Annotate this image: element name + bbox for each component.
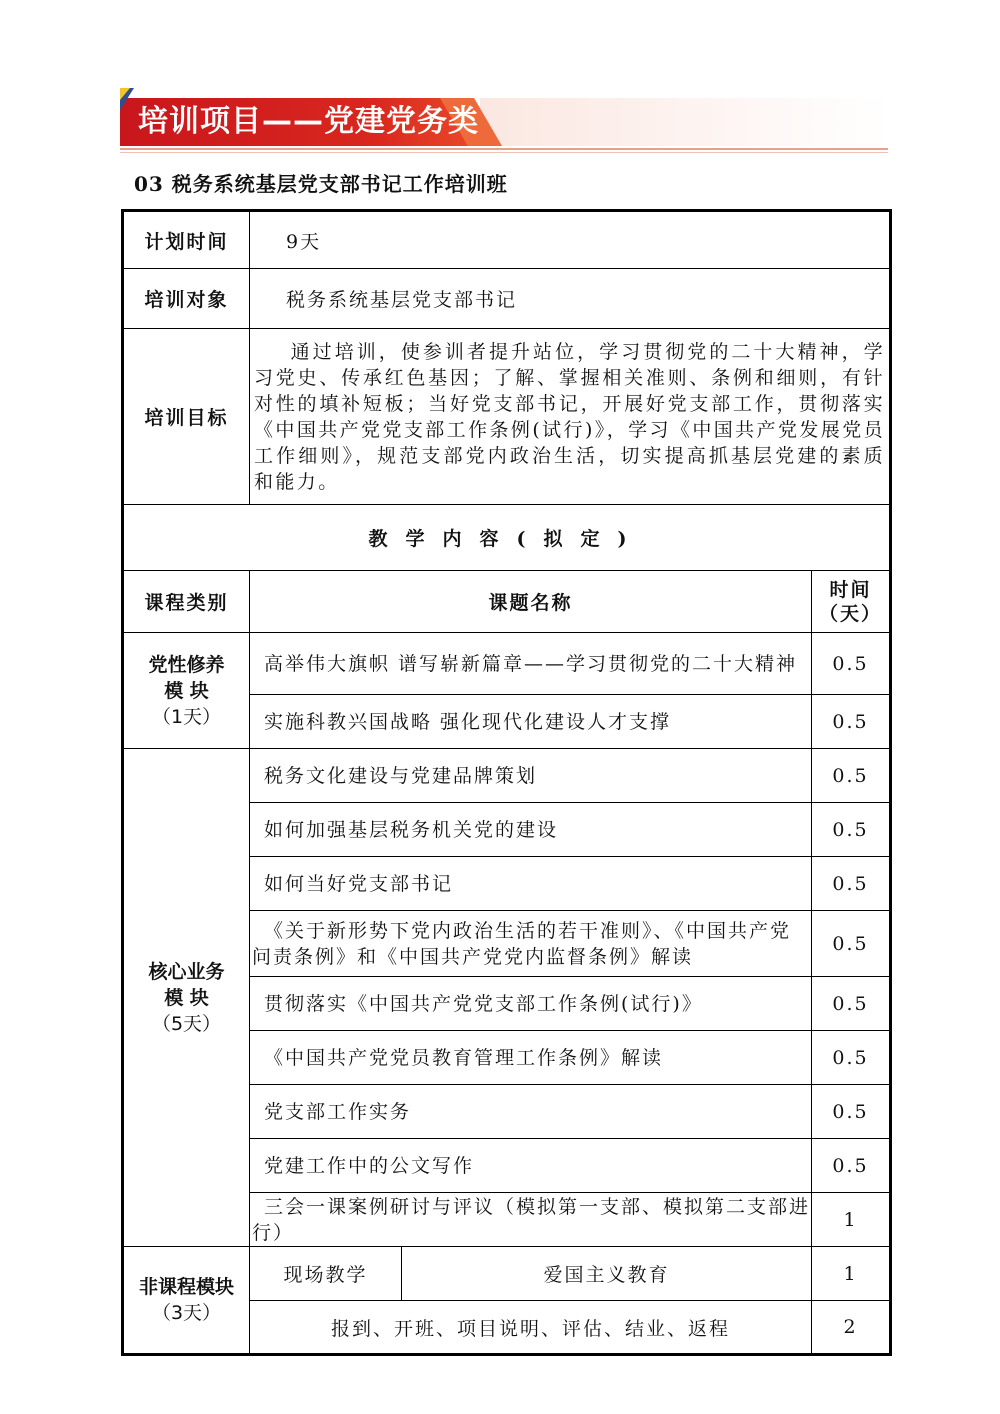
table-row xyxy=(123,633,891,695)
banner-rule-thin xyxy=(120,152,888,153)
course-days: 0.5 xyxy=(812,749,891,803)
course-title-cell: 贯彻落实《中国共产党党支部工作条例(试行)》 xyxy=(250,977,812,1031)
col-course-header: 课题名称 xyxy=(250,571,812,633)
row-plan-time xyxy=(123,211,891,269)
module-days: （5天） xyxy=(151,1012,222,1035)
goal-text: 通过培训，使参训者提升站位，学习贯彻党的二十大精神，学习党史、传承红色基因；了解、掌握相关准则、条例和细则，有针对性的填补短板；当好党支部书记，开展好党支部工作，贯彻落实《中国共产党党支部工作条例(试行)》，学习《中国共产党发展党员工作细则》，规范支部党内政治生活，切实提高抓基层党建的素质和能力。 xyxy=(254,340,886,493)
banner-fade xyxy=(480,98,888,146)
target-label: 培训对象 xyxy=(123,269,250,329)
course-days: 0.5 xyxy=(812,695,891,749)
table-row xyxy=(123,1247,891,1301)
course-title-cell: 如何当好党支部书记 xyxy=(250,857,812,911)
course-days: 0.5 xyxy=(812,857,891,911)
course-title-cell: 如何加强基层税务机关党的建设 xyxy=(250,803,812,857)
goal-label: 培训目标 xyxy=(123,329,250,505)
col-time-header xyxy=(812,571,891,633)
course-days: 0.5 xyxy=(812,803,891,857)
banner-rule xyxy=(120,148,888,150)
module-name: 党性修养模 块 xyxy=(148,653,225,702)
row-target xyxy=(123,269,891,329)
plan-time-label: 计划时间 xyxy=(123,211,250,269)
course-days: 0.5 xyxy=(812,633,891,695)
course-days: 0.5 xyxy=(812,911,891,977)
module-party-cultivation xyxy=(123,633,250,749)
course-days: 1 xyxy=(812,1193,891,1247)
goal-cell xyxy=(250,329,891,505)
module-name: 非课程模块 xyxy=(138,1276,234,1298)
row-section-head xyxy=(123,505,891,571)
banner-corner-yellow xyxy=(120,88,130,100)
col-time-header-text: 时间（天） xyxy=(819,578,883,625)
course-title-cell: 三会一课案例研讨与评议（模拟第一支部、模拟第二支部进行） xyxy=(250,1193,812,1247)
module-name: 核心业务模 块 xyxy=(148,960,225,1009)
module-non-course xyxy=(123,1247,250,1355)
course-title-cell: 党支部工作实务 xyxy=(250,1085,812,1139)
course-days: 0.5 xyxy=(812,977,891,1031)
row-column-headers xyxy=(123,571,891,633)
course-title-cell: 爱国主义教育 xyxy=(402,1247,812,1301)
course-title-cell: 报到、开班、项目说明、评估、结业、返程 xyxy=(250,1301,812,1355)
module-days: （3天） xyxy=(151,1302,222,1324)
course-title-cell: 《中国共产党党员教育管理工作条例》解读 xyxy=(250,1031,812,1085)
course-title-cell: 《关于新形势下党内政治生活的若干准则》、《中国共产党问责条例》和《中国共产党党内监督条例》解读 xyxy=(250,911,812,977)
course-title-cell: 高举伟大旗帜 谱写崭新篇章——学习贯彻党的二十大精神 xyxy=(250,633,812,695)
col-category-header: 课程类别 xyxy=(123,571,250,633)
course-days: 0.5 xyxy=(812,1139,891,1193)
course-days: 0.5 xyxy=(812,1085,891,1139)
course-title-cell: 实施科教兴国战略 强化现代化建设人才支撑 xyxy=(250,695,812,749)
banner-title: 培训项目——党建党务类 xyxy=(138,104,479,139)
course-title: 03 税务系统基层党支部书记工作培训班 xyxy=(134,172,508,196)
course-days: 0.5 xyxy=(812,1031,891,1085)
course-title-cell: 党建工作中的公文写作 xyxy=(250,1139,812,1193)
module-days: （1天） xyxy=(151,705,222,728)
teaching-content-heading: 教学内容(拟定) xyxy=(123,505,891,571)
activity-type: 现场教学 xyxy=(250,1247,402,1301)
course-days: 1 xyxy=(812,1247,891,1301)
table-row xyxy=(123,749,891,803)
target-value: 税务系统基层党支部书记 xyxy=(250,269,891,329)
course-table xyxy=(121,209,892,1356)
row-goal xyxy=(123,329,891,505)
section-banner xyxy=(120,88,888,156)
plan-time-value: 9天 xyxy=(250,211,891,269)
module-core-business xyxy=(123,749,250,1247)
course-title-cell: 税务文化建设与党建品牌策划 xyxy=(250,749,812,803)
course-days: 2 xyxy=(812,1301,891,1355)
